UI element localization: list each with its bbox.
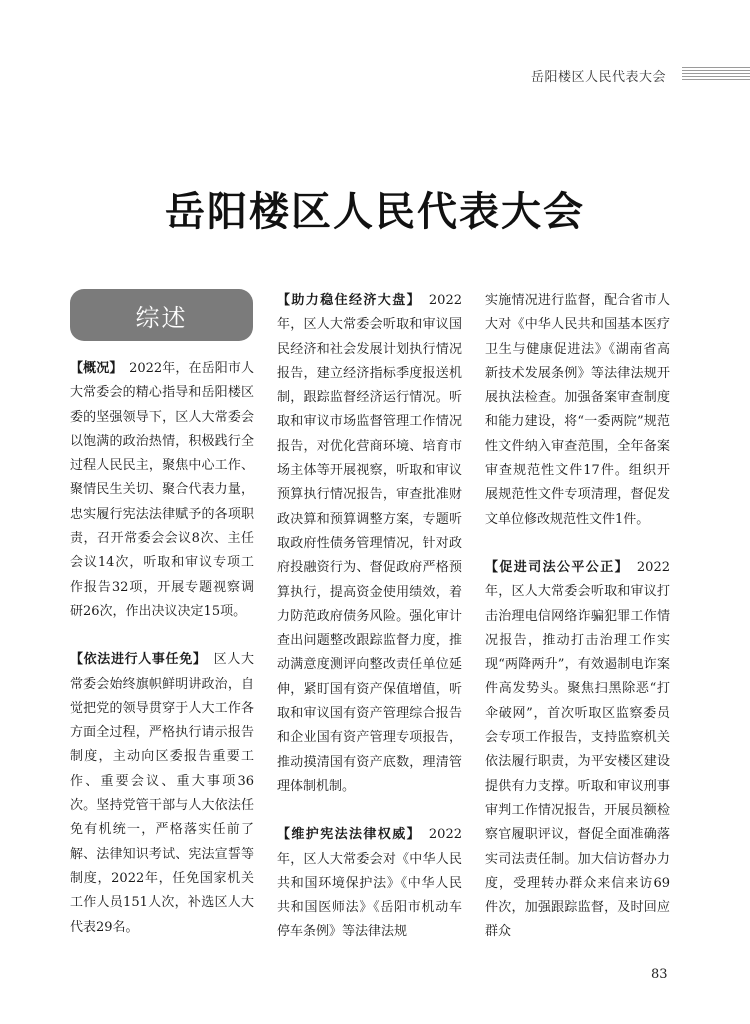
paragraph-heading: 【维护宪法法律权威】 [277,827,415,843]
paragraph-text: 区人大常委会始终旗帜鲜明讲政治，自觉把党的领导贯穿于人大工作各方面全过程，严格执行请示报告制度，主动向区委报告重要工作、重要会议、重大事项36次。坚持党管干部与人大依法任免有机统一，严格落实任前了解、法律知识考试、宪法宣誓等制度，2022年，任免国家机关工作人员151人次，补选区人大代表29名。 [70,652,254,935]
paragraph-heading: 【概况】 [70,361,116,376]
paragraph-continued [485,289,670,532]
paragraph-appointments [70,648,254,940]
paragraph-constitution [277,823,462,944]
paragraph-justice [485,556,670,945]
paragraph-heading: 【依法进行人事任免】 [70,652,201,668]
page-title: 岳阳楼区人民代表大会 [165,189,585,235]
running-header: 岳阳楼区人民代表大会 [531,70,667,85]
paragraph-heading: 【促进司法公平公正】 [485,559,623,575]
text-column-1 [70,357,254,940]
text-column-3 [485,289,670,945]
paragraph-text: 2022年，区人大常委会对《中华人民共和国环境保护法》《中华人民共和国医师法》《岳阳市机动车停车条例》等法律法规 [277,827,462,940]
paragraph-text: 2022年，在岳阳市人大常委会的精心指导和岳阳楼区委的坚强领导下，区人大常委会以饱满的政治热情，积极践行全过程人民民主，聚焦中心工作、聚情民生关切、聚合代表力量，忠实履行宪法法律赋予的各项职责，召开常委会会议8次、主任会议14次，听取和审议专项工作报告32项，开展专题视察调研26次，作出决议决定15项。 [70,361,254,619]
page-number: 83 [651,967,668,982]
header-rule-decoration [682,67,750,82]
paragraph-overview [70,357,254,624]
paragraph-text: 实施情况进行监督，配合省市人大对《中华人民共和国基本医疗卫生与健康促进法》《湖南省高新技术发展条例》等法律法规开展执法检查。加强备案审查制度和能力建设，将“一委两院”规范性文件纳入审查范围，全年备案审查规范性文件17件。组织开展规范性文件专项清理，督促发文单位修改规范性文件1件。 [485,293,670,527]
paragraph-text: 2022年，区人大常委会听取和审议国民经济和社会发展计划执行情况报告，建立经济指标季度报送机制，跟踪监督经济运行情况。听取和审议市场监督管理工作情况报告，对优化营商环境、培育市场主体等开展视察，听取和审议预算执行情况报告，审查批准财政决算和预算调整方案，专题听取政府性债务管理情况，针对政府投融资行为、督促政府严格预算执行，提高资金使用绩效，着力防范政府债务风险。强化审计查出问题整改跟踪监督力度，推动满意度测评向整改责任单位延伸，紧盯国有资产保值增值，听取和审议国有资产管理综合报告和企业国有资产管理专项报告，推动摸清国有资产底数，理清管理体制机制。 [277,293,462,794]
paragraph-heading: 【助力稳住经济大盘】 [277,293,415,308]
text-column-2 [277,289,462,945]
section-label: 综述 [135,303,188,332]
paragraph-economy [277,289,462,799]
paragraph-text: 2022年，区人大常委会听取和审议打击治理电信网络诈骗犯罪工作情况报告，推动打击治理工作实现“两降两升”，有效遏制电诈案件高发势头。聚焦扫黑除恶“打伞破网”，首次听取区监察委员会专项工作报告，支持监察机关依法履行职责，为平安楼区建设提供有力支撑。听取和审议刑事审判工作情况报告，开展员额检察官履职评议，督促全面准确落实司法责任制。加大信访督办力度，受理转办群众来信来访69件次，加强跟踪监督，及时回应群众 [485,559,670,940]
section-label-box [70,289,253,341]
